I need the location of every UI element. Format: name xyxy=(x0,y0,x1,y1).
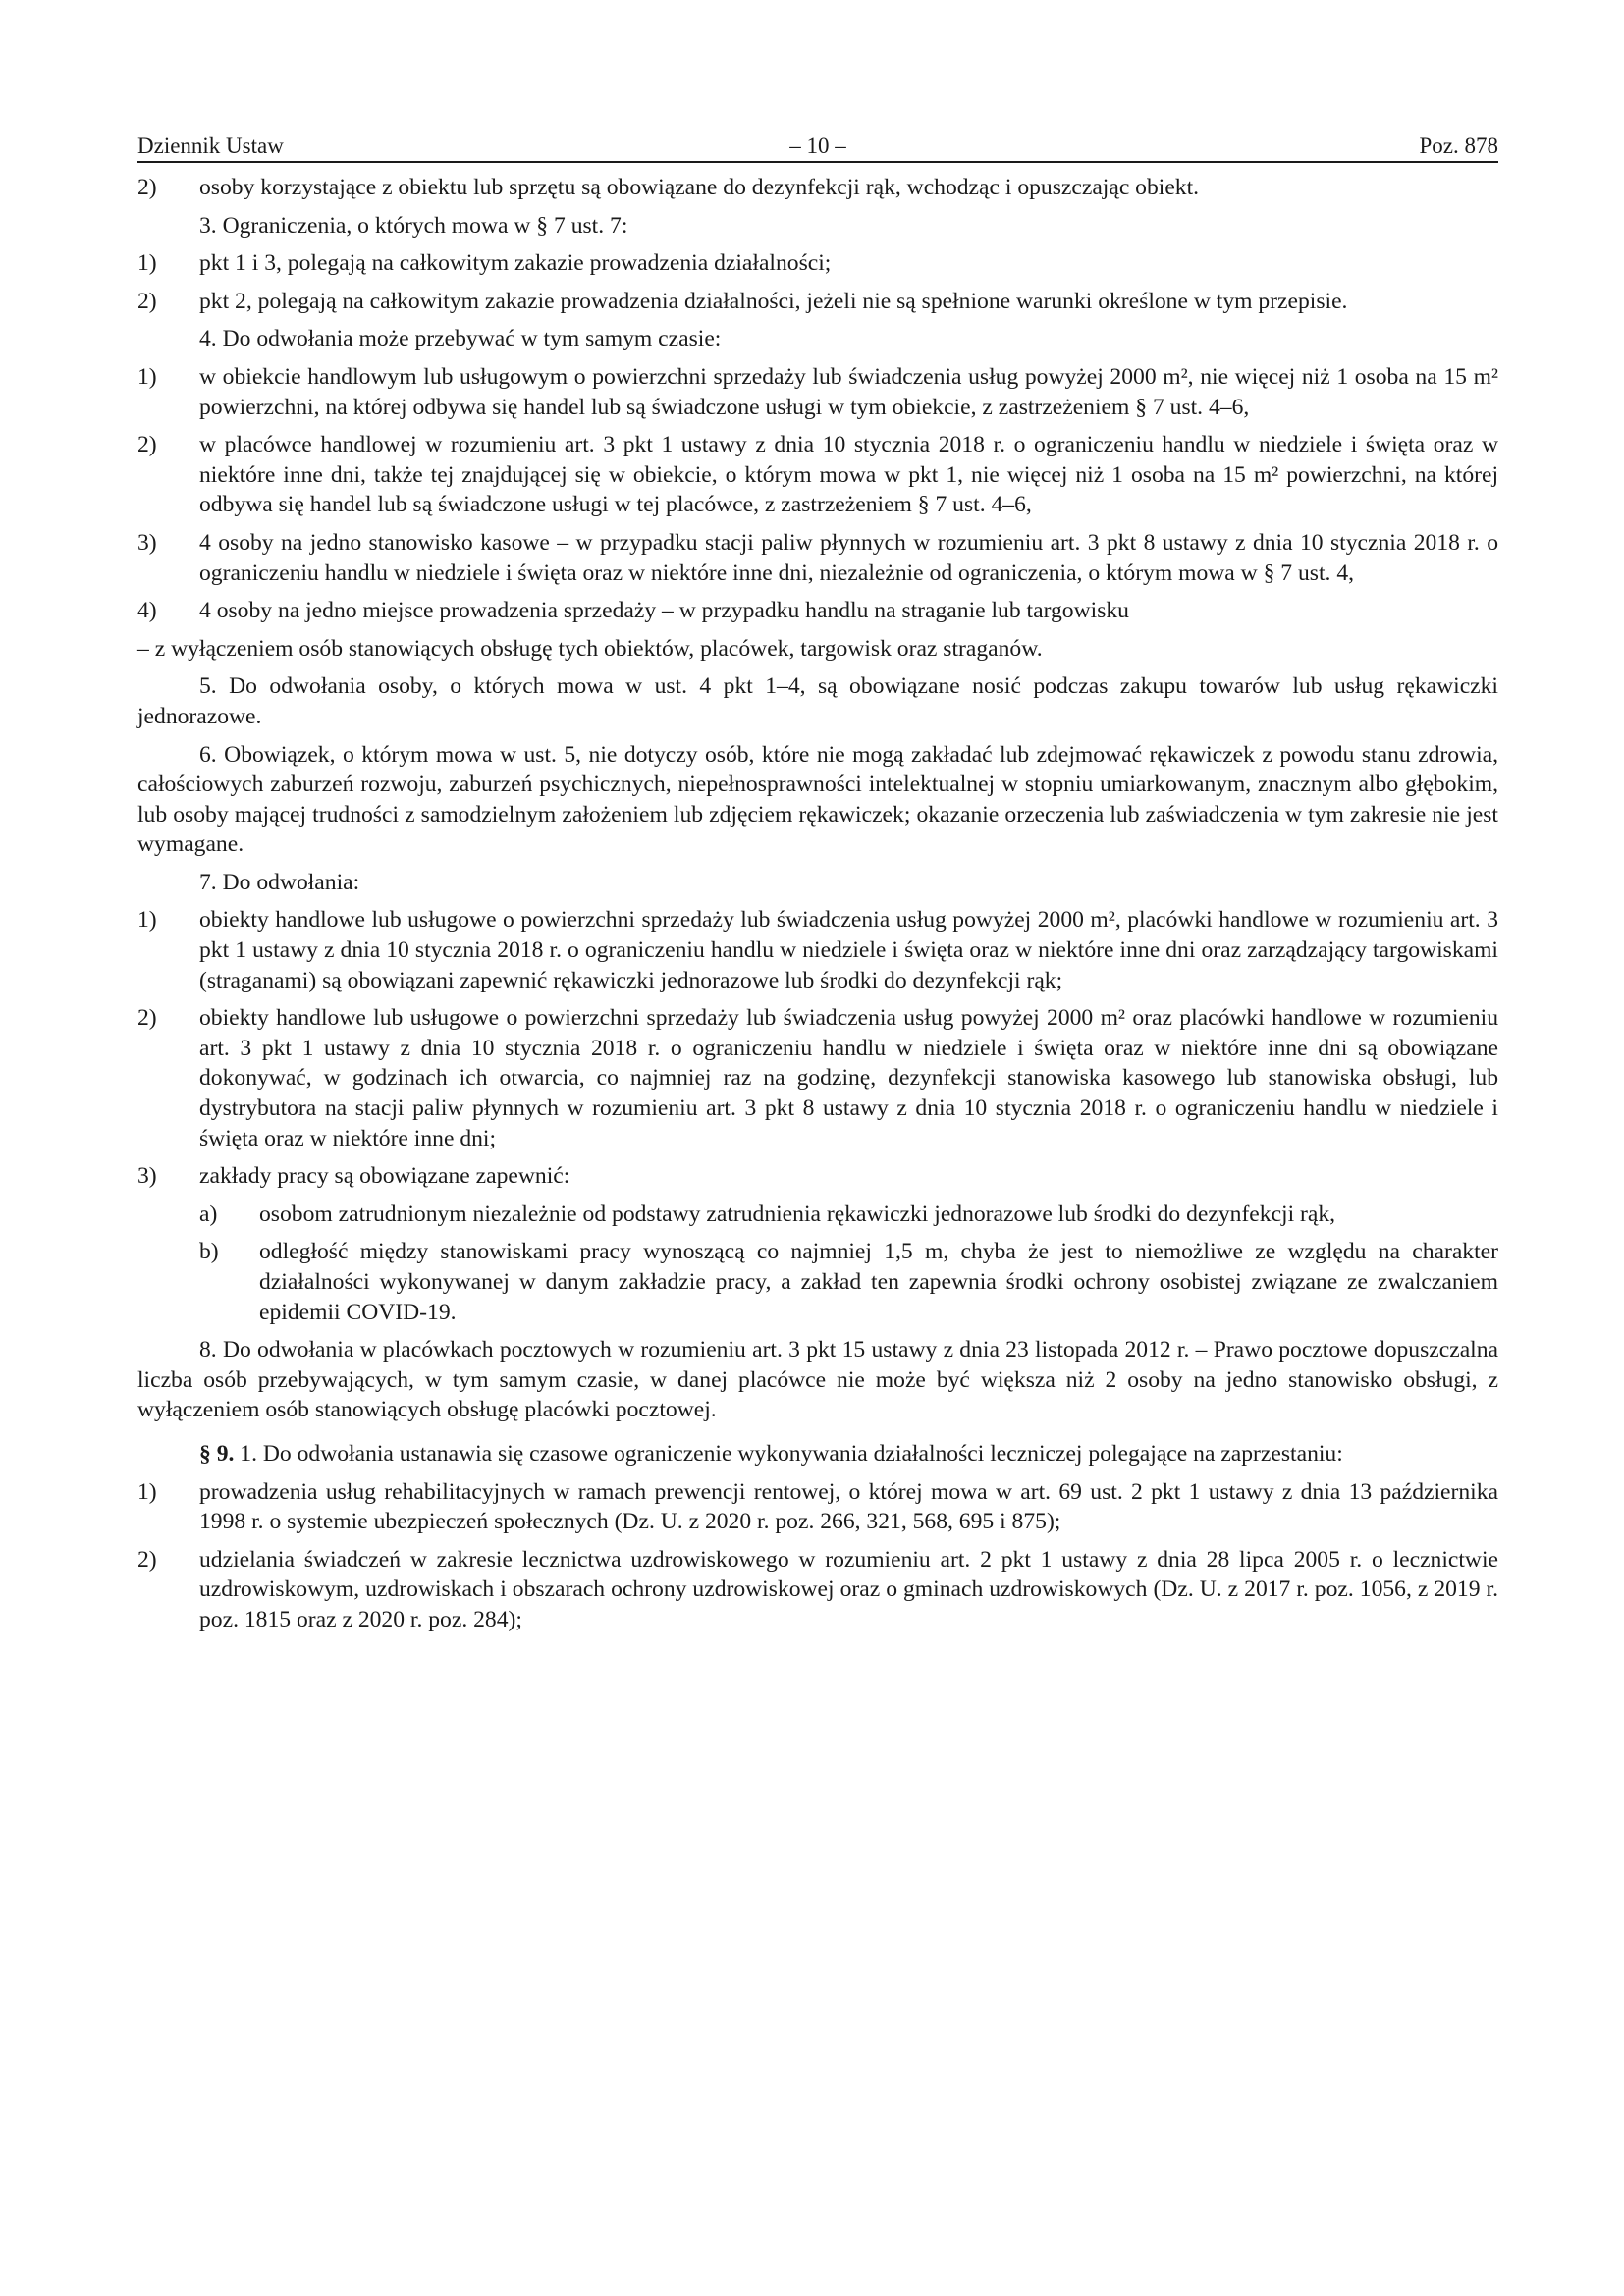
item-text: obiekty handlowe lub usługowe o powierzchni sprzedaży lub świadczenia usług powyżej 2000 m² oraz placówki handlowe w rozumieniu art. 3 pkt 1 ustawy z dnia 10 stycznia 2018 r. o ograniczeniu handlu w niedziele i święta oraz w niektóre inne dni są obowiązane dokonywać, w godzinach ich otwarcia, co najmniej raz na godzinę, dezynfekcji stanowiska kasowego lub stanowiska obsługi, lub dystrybutora na stacji paliw płynnych w rozumieniu art. 3 pkt 8 ustawy z dnia 10 stycznia 2018 r. o ograniczeniu handlu w niedziele i święta oraz w niektóre inne dni; xyxy=(199,1005,1498,1151)
section-9-text: 1. Do odwołania ustanawia się czasowe ograniczenie wykonywania działalności leczniczej polegające na zaprzestaniu: xyxy=(234,1440,1343,1467)
sub-item-text: odległość między stanowiskami pracy wynoszącą co najmniej 1,5 m, chyba że jest to niemożliwe ze względu na charakter działalności wykonywanej w danym zakładzie pracy, a zakład ten zapewnia środki ochrony osobistej związane ze zwalczaniem epidemii COVID-19. xyxy=(259,1239,1498,1325)
list-item xyxy=(137,173,1498,203)
section-mark: § 9. xyxy=(199,1440,235,1467)
list-item xyxy=(137,1477,1498,1537)
sub-item-letter: a) xyxy=(199,1201,218,1227)
item-number: 3) xyxy=(137,1163,157,1190)
item-number: 1) xyxy=(137,907,157,934)
journal-title: Dziennik Ustaw xyxy=(137,133,284,158)
paragraph-7: 7. Do odwołania: xyxy=(199,869,360,895)
list-item xyxy=(137,1161,1498,1192)
list-item xyxy=(137,362,1498,422)
list-item xyxy=(137,248,1498,279)
item-text: udzielania świadczeń w zakresie lecznictwa uzdrowiskowego w rozumieniu art. 2 pkt 1 ustawy z dnia 28 lipca 2005 r. o lecznictwie uzdrowiskowym, uzdrowiskach i obszarach ochrony uzdrowiskowej oraz o gminach uzdrowiskowych (Dz. U. z 2017 r. poz. 1056, z 2019 r. poz. 1815 oraz z 2020 r. poz. 284); xyxy=(199,1546,1498,1632)
item-text: pkt 2, polegają na całkowitym zakazie prowadzenia działalności, jeżeli nie są spełnione warunki określone w tym przepisie. xyxy=(199,288,1348,314)
document-body xyxy=(137,173,1498,1635)
paragraph-6: 6. Obowiązek, o którym mowa w ust. 5, nie dotyczy osób, które nie mogą zakładać lub zdejmować rękawiczek z powodu stanu zdrowia, całościowych zaburzeń rozwoju, zaburzeń psychicznych, niepełnosprawności intelektualnej w stopniu umiarkowanym, znacznym albo głębokim, lub osoby mającej trudności z samodzielnym założeniem lub zdjęciem rękawiczek; okazanie orzeczenia lub zaświadczenia w tym zakresie nie jest wymagane. xyxy=(137,741,1498,858)
item-text: 4 osoby na jedno stanowisko kasowe – w przypadku stacji paliw płynnych w rozumieniu art. 3 pkt 8 ustawy z dnia 10 stycznia 2018 r. o ograniczeniu handlu w niedziele i święta oraz w niektóre inne dni, niezależnie od ograniczenia, o którym mowa w § 7 ust. 4, xyxy=(199,529,1498,586)
list-item xyxy=(137,1545,1498,1635)
paragraph-8: 8. Do odwołania w placówkach pocztowych w rozumieniu art. 3 pkt 15 ustawy z dnia 23 listopada 2012 r. – Prawo pocztowe dopuszczalna liczba osób przebywających, w tym samym czasie, w danej placówce nie może być większa niż 2 osoby na jedno stanowisko obsługi, z wyłączeniem osób stanowiących obsługę placówki pocztowej. xyxy=(137,1337,1498,1423)
item-number: 2) xyxy=(137,1546,157,1573)
paragraph-3: 3. Ograniczenia, o których mowa w § 7 ust. 7: xyxy=(199,212,628,239)
list-item xyxy=(137,1003,1498,1153)
list-item xyxy=(137,430,1498,520)
page-number: – 10 – xyxy=(789,133,846,158)
item-text: pkt 1 i 3, polegają na całkowitym zakazie prowadzenia działalności; xyxy=(199,250,832,277)
section-9-intro xyxy=(137,1439,1498,1469)
sub-list-item xyxy=(199,1200,1498,1230)
item-text: obiekty handlowe lub usługowe o powierzchni sprzedaży lub świadczenia usług powyżej 2000 m², placówki handlowe w rozumieniu art. 3 pkt 1 ustawy z dnia 10 stycznia 2018 r. o ograniczeniu handlu w niedziele i święta oraz w niektóre inne dni oraz zarządzający targowiskami (straganami) są obowiązani zapewnić rękawiczki jednorazowe lub środki do dezynfekcji rąk; xyxy=(199,907,1498,993)
item-number: 4) xyxy=(137,598,157,624)
item-number: 2) xyxy=(137,432,157,458)
paragraph-4-tail: – z wyłączeniem osób stanowiących obsługę tych obiektów, placówek, targowisk oraz straganów. xyxy=(137,635,1043,662)
item-text: 4 osoby na jedno miejsce prowadzenia sprzedaży – w przypadku handlu na straganie lub targowisku xyxy=(199,598,1129,624)
item-number: 2) xyxy=(137,1005,157,1032)
list-item xyxy=(137,596,1498,626)
item-text: w placówce handlowej w rozumieniu art. 3 pkt 1 ustawy z dnia 10 stycznia 2018 r. o ograniczeniu handlu w niedziele i święta oraz w niektóre inne dni, także tej znajdującej się w obiekcie, o którym mowa w pkt 1, nie więcej niż 1 osoba na 15 m² powierzchni, na której odbywa się handel lub są świadczone usługi w tej placówce, z zastrzeżeniem § 7 ust. 4–6, xyxy=(199,432,1498,518)
item-number: 3) xyxy=(137,529,157,556)
item-number: 1) xyxy=(137,250,157,277)
list-item xyxy=(137,905,1498,995)
paragraph-5: 5. Do odwołania osoby, o których mowa w ust. 4 pkt 1–4, są obowiązane nosić podczas zakupu towarów lub usług rękawiczki jednorazowe. xyxy=(137,673,1498,729)
position-number: Poz. 878 xyxy=(1419,133,1498,158)
item-number: 2) xyxy=(137,175,157,200)
item-text: w obiekcie handlowym lub usługowym o powierzchni sprzedaży lub świadczenia usług powyżej 2000 m², nie więcej niż 1 osoba na 15 m² powierzchni, na której odbywa się handel lub są świadczone usługi w tym obiekcie, z zastrzeżeniem § 7 ust. 4–6, xyxy=(199,363,1498,420)
list-item xyxy=(137,528,1498,588)
item-number: 1) xyxy=(137,363,157,390)
header-rule xyxy=(137,161,1498,163)
list-item xyxy=(137,287,1498,317)
page-header xyxy=(137,128,1498,161)
paragraph-4: 4. Do odwołania może przebywać w tym samym czasie: xyxy=(199,326,722,352)
sub-item-text: osobom zatrudnionym niezależnie od podstawy zatrudnienia rękawiczki jednorazowe lub środki do dezynfekcji rąk, xyxy=(259,1201,1336,1227)
item-number: 1) xyxy=(137,1478,157,1505)
sub-list-item xyxy=(199,1237,1498,1327)
sub-item-letter: b) xyxy=(199,1239,219,1265)
item-text: osoby korzystające z obiektu lub sprzętu są obowiązane do dezynfekcji rąk, wchodząc i opuszczając obiekt. xyxy=(199,175,1200,200)
item-number: 2) xyxy=(137,288,157,314)
document-page xyxy=(137,128,1498,1643)
item-text: zakłady pracy są obowiązane zapewnić: xyxy=(199,1163,570,1190)
item-text: prowadzenia usług rehabilitacyjnych w ramach prewencji rentowej, o której mowa w art. 69 ust. 2 pkt 1 ustawy z dnia 13 października 1998 r. o systemie ubezpieczeń społecznych (Dz. U. z 2020 r. poz. 266, 321, 568, 695 i 875); xyxy=(199,1478,1498,1535)
